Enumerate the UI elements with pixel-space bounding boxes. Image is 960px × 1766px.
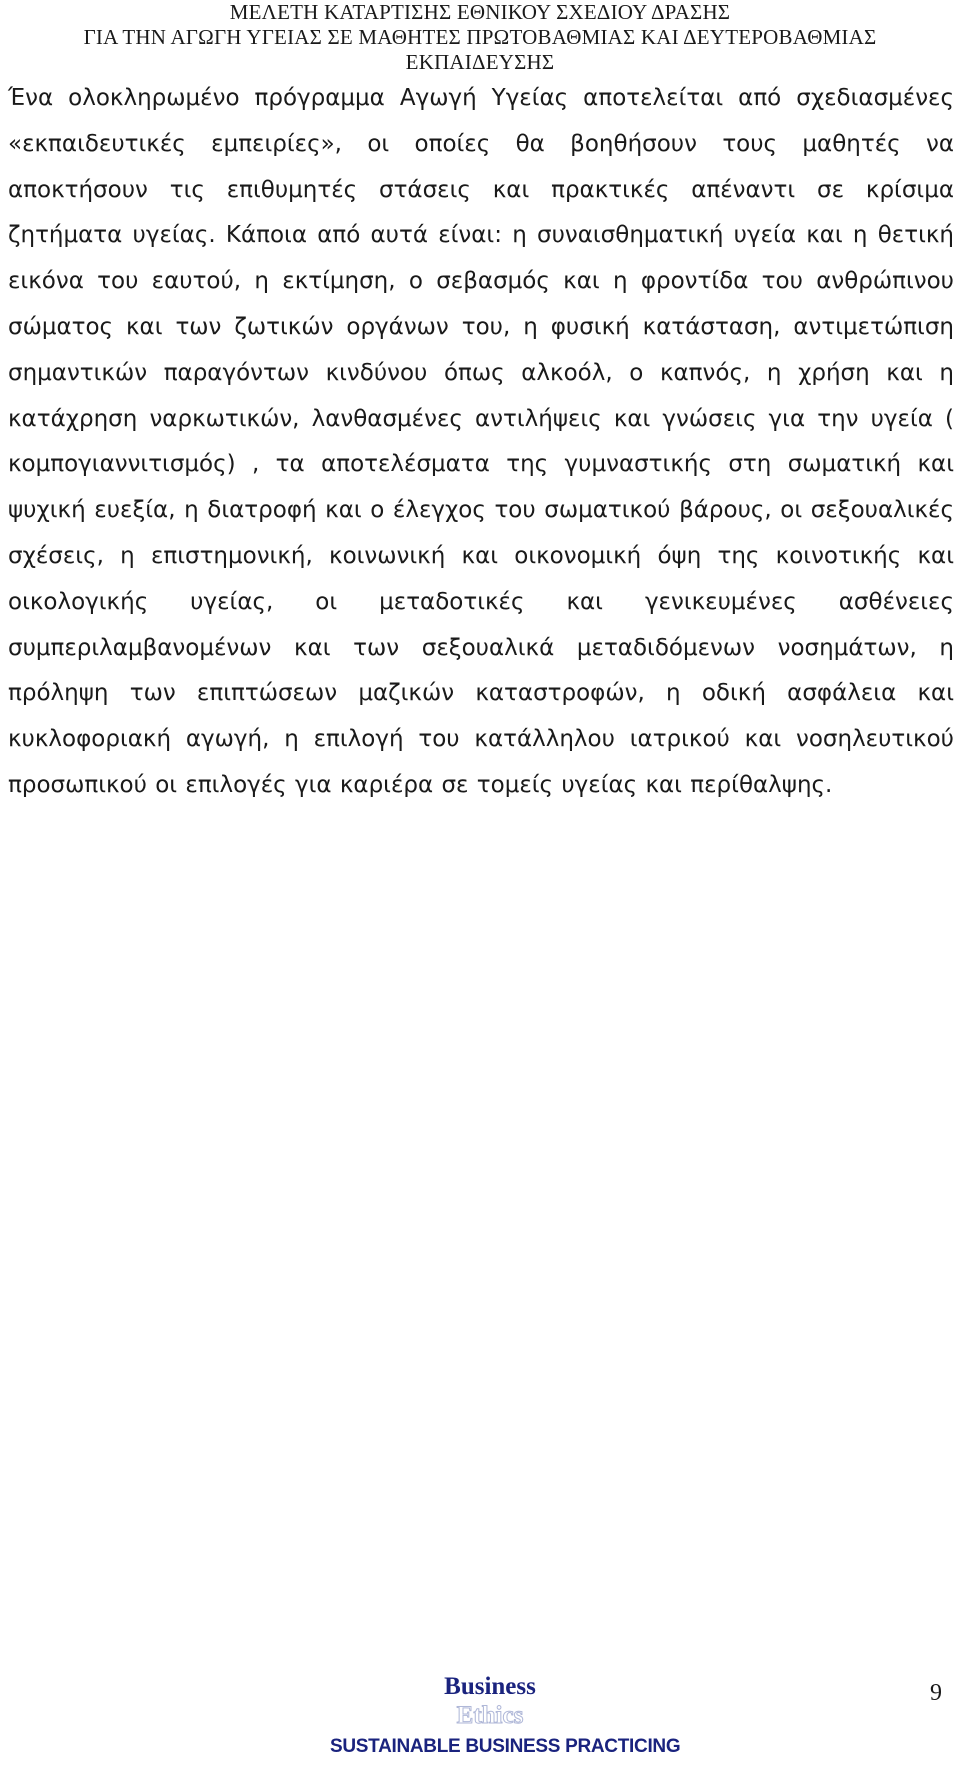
body-paragraph: Ένα ολοκληρωμένο πρόγραμμα Αγωγή Υγείας αποτελείται από σχεδιασμένες «εκπαιδευτικές εμπειρίες», οι οποίες θα βοηθήσουν τους μαθητές να αποκτήσουν τις επιθυμητές στάσεις και πρακτικές απέναντι σε κρίσιμα ζητήματα υγείας. Κάποια από αυτά είναι: η συναισθηματική υγεία και η θετική εικόνα του εαυτού, η εκτίμηση, ο σεβασμός και η φροντίδα του ανθρώπινου σώματος και των ζωτικών οργάνων του, η φυσική κατάσταση, αντιμετώπιση σημαντικών παραγόντων κινδύνου όπως αλκοόλ, ο καπνός, η χρήση και η κατάχρηση ναρκωτικών, λανθασμένες αντιλήψεις και γνώσεις για την υγεία ( κομπογιαννιτισμός) , τα αποτελέσματα της γυμναστικής στη σωματική και ψυχική ευεξία, η διατροφή και ο έλεγχος του σωματικού βάρους, οι σεξουαλικές σχέσεις, η επιστημονική, κοινωνική και οικονομική όψη της κοινοτικής και οικολογικής υγείας, οι μεταδοτικές και γενικευμένες ασθένειες συμπεριλαμβανομένων και των σεξουαλικά μεταδιδόμενων νοσημάτων, η πρόληψη των επιπτώσεων μαζικών καταστροφών, η οδική ασφάλεια και κυκλοφοριακή αγωγή, η επιλογή του κατάλληλου ιατρικού και νοσηλευτικού προσωπικού οι επιλογές για καριέρα σε τομείς υγείας και περίθαλψης.	[8, 85, 954, 798]
page-number: 9	[930, 1680, 942, 1706]
logo-word-business: Business	[444, 1673, 536, 1700]
logo-tagline: SUSTAINABLE BUSINESS PRACTICING	[330, 1736, 681, 1757]
header-line-1: ΜΕΛΕΤΗ ΚΑΤΑΡΤΙΣΗΣ ΕΘΝΙΚΟΥ ΣΧΕΔΙΟΥ ΔΡΑΣΗΣ	[229, 0, 731, 24]
header-line-3: ΕΚΠΑΙΔΕΥΣΗΣ	[405, 50, 555, 74]
footer-logo	[330, 1672, 681, 1764]
logo-word-ethics: Ethics	[456, 1702, 524, 1729]
header-line-2: ΓΙΑ ΤΗΝ ΑΓΩΓΗ ΥΓΕΙΑΣ ΣΕ ΜΑΘΗΤΕΣ ΠΡΩΤΟΒΑΘΜΙΑΣ ΚΑΙ ΔΕΥΤΕΡΟΒΑΘΜΙΑΣ	[83, 25, 877, 49]
page-header	[0, 0, 960, 75]
